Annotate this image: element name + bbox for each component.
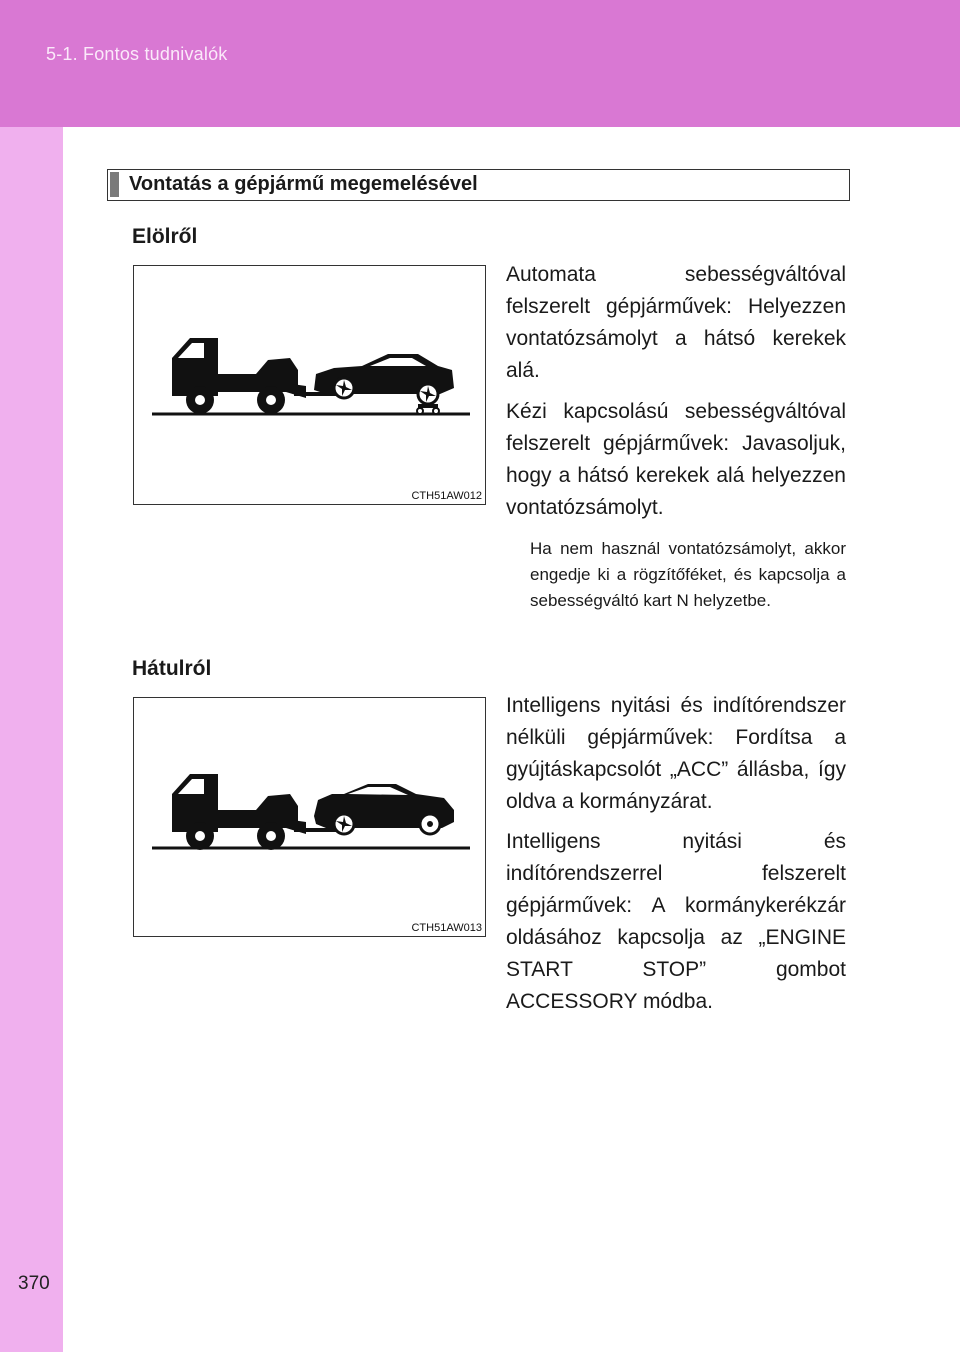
rear-paragraph-2: Intelligens nyitási és indítórendszerrel felszerelt gépjárművek: A kormánykerékzár oldásához kapcsolja az „ENGINE START STOP” gombot ACCESSORY módba. — [506, 830, 846, 1013]
figure-code: CTH51AW013 — [411, 922, 482, 934]
rear-subheading: Hátulról — [132, 657, 212, 680]
front-paragraph-1: Automata sebességváltóval felszerelt gépjárművek: Helyezzen vontatózsámolyt a hátsó kerekek alá. — [506, 263, 846, 382]
front-figure — [133, 265, 486, 505]
front-note: Ha nem használ vontatózsámolyt, akkor engedje ki a rögzítőféket, és kapcsolja a sebességváltó kart N helyzetbe. — [530, 539, 846, 610]
front-paragraph-2: Kézi kapcsolású sebességváltóval felszerelt gépjárművek: Javasoljuk, hogy a hátsó kerekek alá helyezzen vontatózsámolyt. — [506, 400, 846, 519]
rear-paragraph-1: Intelligens nyitási és indítórendszer nélküli gépjárművek: Fordítsa a gyújtáskapcsolót „ACC” állásba, így oldva a kormányzárat. — [506, 694, 846, 813]
figure-code: CTH51AW012 — [411, 490, 482, 502]
rear-figure — [133, 697, 486, 937]
heading-marker — [110, 172, 119, 197]
section-label: 5-1. Fontos tudnivalók — [46, 44, 228, 64]
tow-truck-front-illustration — [134, 266, 487, 506]
page-number: 370 — [18, 1273, 50, 1294]
side-band — [0, 127, 63, 1352]
front-subheading: Elölről — [132, 225, 198, 248]
heading-title: Vontatás a gépjármű megemelésével — [129, 173, 478, 195]
section-heading — [107, 169, 850, 201]
tow-truck-rear-illustration — [134, 698, 487, 938]
